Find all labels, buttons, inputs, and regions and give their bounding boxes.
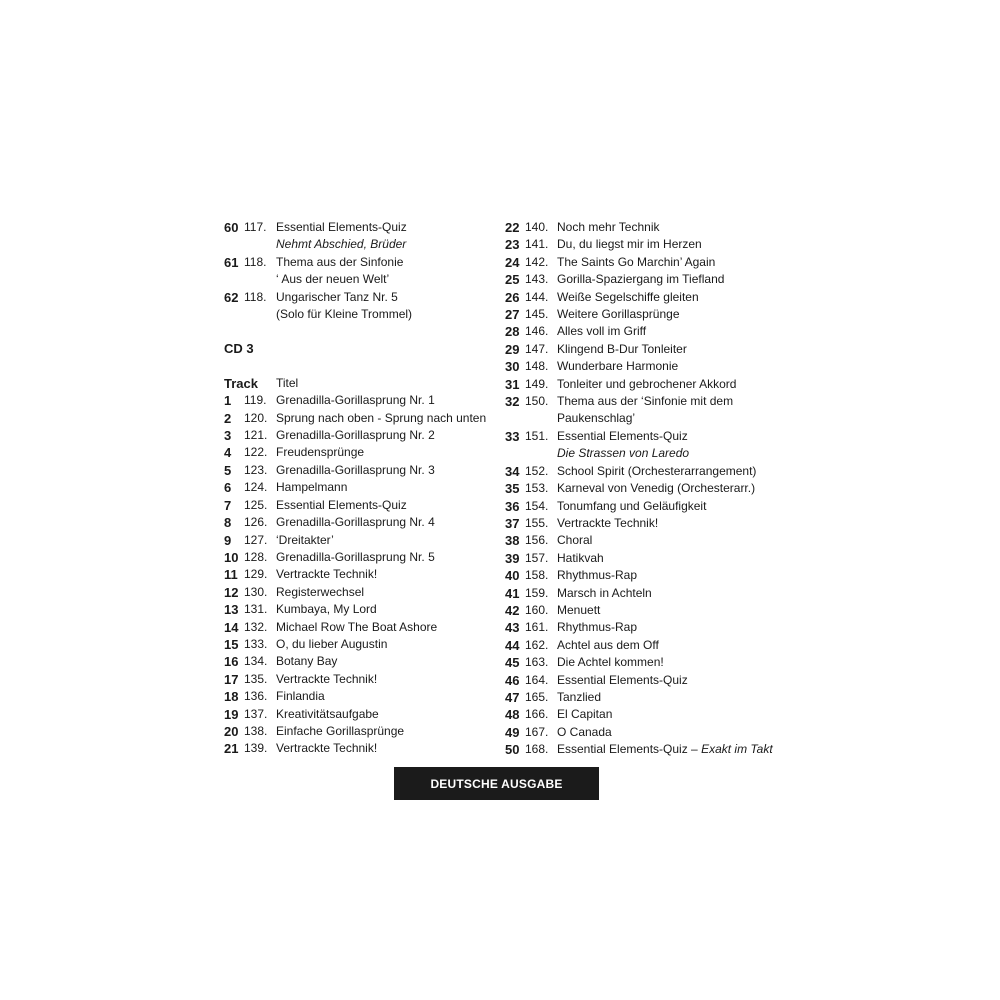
exercise-number: 163. [525,655,549,670]
track-title: Achtel aus dem Off [557,637,659,652]
exercise-number: 120. [244,410,268,425]
track-entry [505,654,795,671]
track-number: 1 [224,393,232,409]
track-title: Tanzlied [557,689,602,704]
track-number: 11 [224,567,238,583]
track-number: 20 [224,723,239,739]
exercise-number: 138. [244,723,268,738]
track-entry [224,566,496,583]
exercise-number: 122. [244,445,268,460]
track-title: Sprung nach oben - Sprung nach unten [276,410,487,425]
exercise-number: 140. [525,220,549,234]
track-row [505,724,795,741]
track-column-header: Track [224,375,258,391]
track-entry [224,688,496,705]
track-row [224,427,496,444]
track-number: 13 [224,602,239,618]
track-number: 60 [224,220,239,235]
exercise-number: 162. [525,637,549,652]
exercise-number: 123. [244,462,268,477]
track-entry [224,723,496,740]
track-number: 19 [224,706,239,722]
track-number: 18 [224,689,239,705]
track-list-right [505,219,795,759]
previous-cd-tracks [224,219,496,323]
track-entry [505,689,795,706]
track-number: 37 [505,515,520,531]
track-entry [224,392,496,409]
track-row [224,723,496,740]
track-row [505,550,795,567]
track-row [224,706,496,723]
exercise-number: 148. [525,359,549,374]
track-row [505,515,795,532]
track-title: Tonumfang und Geläufigkeit [557,498,707,513]
track-entry [505,741,795,758]
track-title: Botany Bay [276,654,338,669]
track-row [224,289,496,306]
track-entry [224,254,496,289]
track-number: 45 [505,655,520,671]
track-row [224,497,496,514]
track-number: 5 [224,462,232,478]
track-title: Vertrackte Technik! [276,567,378,582]
track-entry [505,254,795,271]
track-title: Weitere Gorillasprünge [557,307,680,322]
track-row [505,585,795,602]
track-row [505,567,795,584]
exercise-number: 159. [525,585,549,600]
track-row [505,480,795,497]
exercise-number: 143. [525,272,549,287]
track-entry [505,341,795,358]
track-row [224,653,496,670]
track-row [224,219,496,236]
track-number: 61 [224,254,239,270]
track-number: 29 [505,341,520,357]
track-number: 21 [224,741,239,757]
exercise-number: 152. [525,463,549,478]
track-row [224,688,496,705]
track-number: 23 [505,237,520,253]
track-title: Thema aus der ‘Sinfonie mit dem [557,394,734,409]
track-row [505,323,795,340]
exercise-number: 158. [525,568,549,583]
track-row [505,358,795,375]
exercise-number: 166. [525,707,549,722]
track-title: El Capitan [557,707,613,722]
track-number: 31 [505,376,520,392]
track-number: 33 [505,428,520,444]
track-row [505,498,795,515]
exercise-number: 160. [525,602,549,617]
track-number: 49 [505,724,520,740]
track-entry [224,532,496,549]
exercise-number: 134. [244,654,268,669]
track-row [224,254,496,271]
exercise-number: 157. [525,550,549,565]
track-number: 48 [505,707,520,723]
track-number: 3 [224,428,232,444]
track-row [505,706,795,723]
track-title: Essential Elements-Quiz [557,672,688,687]
track-entry [505,515,795,532]
exercise-number: 124. [244,480,268,495]
track-title: The Saints Go Marchin’ Again [557,254,716,269]
track-title: Essential Elements-Quiz [276,220,407,234]
track-entry [505,672,795,689]
track-number: 62 [224,289,239,305]
track-number: 14 [224,619,239,635]
track-number: 36 [505,498,520,514]
exercise-number: 135. [244,671,268,686]
track-number: 28 [505,324,520,340]
exercise-number: 153. [525,481,549,496]
exercise-number: 146. [525,324,549,339]
track-title: Gorilla-Spaziergang im Tiefland [557,272,725,287]
exercise-number: 149. [525,376,549,391]
track-title: Grenadilla-Gorillasprung Nr. 2 [276,428,435,443]
track-row [505,689,795,706]
track-entry [505,585,795,602]
track-title: Essential Elements-Quiz [557,428,688,443]
track-title: Hatikvah [557,550,604,565]
track-row [224,601,496,618]
track-entry [224,219,496,254]
title-column-header: Titel [276,375,299,390]
track-title: Wunderbare Harmonie [557,359,679,374]
track-row [224,444,496,461]
track-title: Marsch in Achteln [557,585,652,600]
exercise-number: 164. [525,672,549,687]
exercise-number: 118. [244,254,267,269]
track-title: Grenadilla-Gorillasprung Nr. 4 [276,515,435,530]
track-row [224,636,496,653]
exercise-number: 133. [244,636,268,651]
exercise-number: 161. [525,620,549,635]
track-entry [224,740,496,757]
track-entry [224,410,496,427]
track-title: Vertrackte Technik! [276,741,378,756]
right-column [505,219,795,759]
track-entry [505,393,795,428]
track-title: Ungarischer Tanz Nr. 5 [276,289,398,304]
exercise-number: 142. [525,254,549,269]
track-row [505,219,795,236]
track-entry [505,358,795,375]
track-entry [224,619,496,636]
track-entry [224,636,496,653]
track-title: Menuett [557,602,601,617]
track-row [224,549,496,566]
track-row [505,637,795,654]
track-row [224,462,496,479]
track-entry [505,567,795,584]
edition-banner [394,767,599,800]
track-row [505,741,795,758]
track-row [505,602,795,619]
track-number: 7 [224,497,232,513]
track-row [224,514,496,531]
track-title: Noch mehr Technik [557,220,660,234]
exercise-number: 126. [244,515,268,530]
track-title: Registerwechsel [276,584,365,599]
track-number: 40 [505,568,520,584]
track-subtitle: (Solo für Kleine Trommel) [276,307,413,322]
track-entry [224,653,496,670]
track-title: Grenadilla-Gorillasprung Nr. 1 [276,393,435,408]
track-row [505,428,795,445]
track-row [224,566,496,583]
track-title: Grenadilla-Gorillasprung Nr. 5 [276,549,435,564]
track-number: 16 [224,654,239,670]
track-title: Hampelmann [276,480,348,495]
track-title: Weiße Segelschiffe gleiten [557,289,699,304]
exercise-number: 165. [525,689,549,704]
track-title: Essential Elements-Quiz [276,497,407,512]
track-entry [224,497,496,514]
exercise-number: 136. [244,689,268,704]
track-entry [505,376,795,393]
track-row [224,740,496,757]
track-row [505,672,795,689]
track-number: 43 [505,620,520,636]
track-number: 25 [505,272,520,288]
track-entry [505,289,795,306]
exercise-number: 118. [244,289,267,304]
track-entry [224,462,496,479]
track-row [505,532,795,549]
track-title: Kumbaya, My Lord [276,602,377,617]
track-row [224,619,496,636]
track-number: 12 [224,584,239,600]
track-number: 2 [224,410,232,426]
exercise-number: 168. [525,742,549,757]
track-number: 32 [505,394,520,410]
track-title-italic: Exakt im Takt [701,742,773,757]
track-row [505,393,795,410]
track-entry [505,323,795,340]
exercise-number: 137. [244,706,268,721]
track-number: 30 [505,359,520,375]
track-subtitle: Nehmt Abschied, Brüder [276,237,407,252]
track-title: O Canada [557,724,612,739]
track-list-header [224,375,496,392]
track-entry [224,479,496,496]
exercise-number: 125. [244,497,268,512]
track-entry [505,480,795,497]
track-entry [505,550,795,567]
track-entry [505,219,795,236]
track-number: 34 [505,463,520,479]
edition-banner-label: DEUTSCHE AUSGABE [430,776,563,791]
track-title: Tonleiter und gebrochener Akkord [557,376,737,391]
track-title: Rhythmus-Rap [557,568,638,583]
exercise-number: 117. [244,220,267,234]
track-row [505,254,795,271]
track-number: 44 [505,637,520,653]
exercise-number: 144. [525,289,549,304]
track-number: 4 [224,445,232,461]
track-number: 10 [224,549,239,565]
track-entry [505,306,795,323]
track-entry [224,427,496,444]
track-row [505,376,795,393]
track-row [224,410,496,427]
track-title: Vertrackte Technik! [557,515,659,530]
track-title: Klingend B-Dur Tonleiter [557,341,687,356]
track-list-left [224,392,496,758]
track-number: 35 [505,481,520,497]
exercise-number: 128. [244,549,268,564]
track-title: Einfache Gorillasprünge [276,723,405,738]
track-number: 22 [505,220,520,235]
exercise-number: 119. [244,393,267,408]
exercise-number: 129. [244,567,268,582]
track-entry [505,532,795,549]
track-entry [224,514,496,531]
track-title: Rhythmus-Rap [557,620,638,635]
exercise-number: 150. [525,394,549,409]
exercise-number: 139. [244,741,268,756]
track-number: 38 [505,533,520,549]
track-entry [224,671,496,688]
track-entry [505,428,795,463]
track-entry [224,444,496,461]
cd-heading: CD 3 [224,341,254,357]
track-number: 6 [224,480,232,496]
track-row [505,306,795,323]
exercise-number: 167. [525,724,549,739]
exercise-number: 156. [525,533,549,548]
exercise-number: 151. [525,428,549,443]
track-number: 15 [224,636,239,652]
track-title: Freudensprünge [276,445,365,460]
track-number: 47 [505,689,520,705]
track-subtitle: ‘ Aus der neuen Welt’ [276,272,390,287]
track-entry [224,289,496,324]
track-number: 24 [505,254,520,270]
exercise-number: 132. [244,619,268,634]
exercise-number: 147. [525,341,549,356]
track-row [505,341,795,358]
track-subtitle: Paukenschlag’ [557,411,636,426]
track-row [505,289,795,306]
track-number: 42 [505,602,520,618]
track-number: 9 [224,532,232,548]
track-title: Essential Elements-Quiz – [557,742,698,757]
track-entry [224,549,496,566]
left-column [224,219,496,758]
exercise-number: 127. [244,532,268,547]
track-entry [505,498,795,515]
track-number: 8 [224,515,232,531]
exercise-number: 131. [244,602,268,617]
track-row [505,236,795,253]
track-row [505,463,795,480]
exercise-number: 145. [525,307,549,322]
track-title: O, du lieber Augustin [276,636,388,651]
track-number: 41 [505,585,520,601]
track-row [505,619,795,636]
track-row [224,671,496,688]
track-row [505,271,795,288]
track-title: Grenadilla-Gorillasprung Nr. 3 [276,462,435,477]
track-title: Karneval von Venedig (Orchesterarr.) [557,481,756,496]
track-title: Kreativitätsaufgabe [276,706,379,721]
track-entry [505,602,795,619]
exercise-number: 130. [244,584,268,599]
exercise-number: 155. [525,515,549,530]
track-title: Alles voll im Griff [557,324,647,339]
track-title: Die Achtel kommen! [557,655,664,670]
track-entry [224,706,496,723]
track-number: 46 [505,672,520,688]
track-number: 27 [505,307,520,323]
track-row [505,654,795,671]
exercise-number: 141. [525,237,549,252]
track-title: Finlandia [276,689,325,704]
track-entry [505,236,795,253]
track-title: ‘Dreitakter’ [276,532,334,547]
track-number: 17 [224,671,239,687]
track-entry [505,463,795,480]
exercise-number: 121. [244,428,268,443]
track-entry [224,601,496,618]
track-row [224,532,496,549]
track-entry [224,584,496,601]
track-entry [505,637,795,654]
track-row [224,392,496,409]
track-entry [505,706,795,723]
track-entry [505,724,795,741]
track-entry [505,619,795,636]
track-title: Vertrackte Technik! [276,671,378,686]
track-title: Michael Row The Boat Ashore [276,619,438,634]
track-number: 26 [505,289,520,305]
exercise-number: 154. [525,498,549,513]
track-number: 39 [505,550,520,566]
track-subtitle: Die Strassen von Laredo [557,446,690,461]
track-entry [505,271,795,288]
track-row [224,584,496,601]
track-title: Thema aus der Sinfonie [276,254,404,269]
track-title: Choral [557,533,593,548]
track-number: 50 [505,742,520,758]
track-title: School Spirit (Orchesterarrangement) [557,463,757,478]
track-title: Du, du liegst mir im Herzen [557,237,702,252]
track-row [224,479,496,496]
